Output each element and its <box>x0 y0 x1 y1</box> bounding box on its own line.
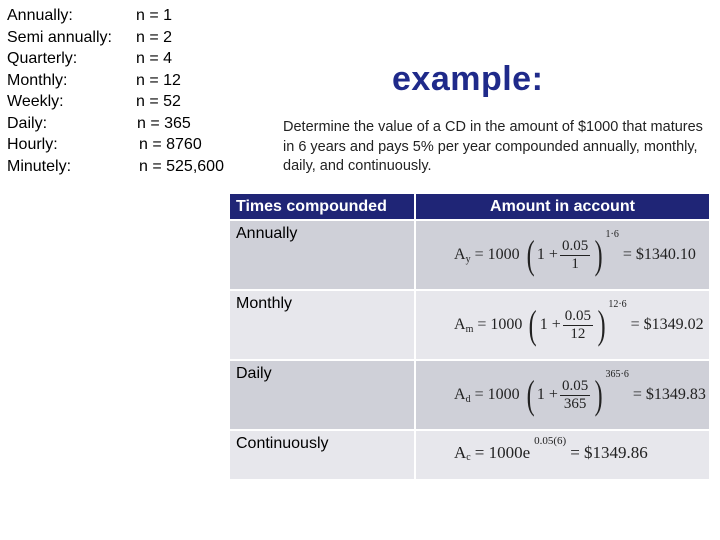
row-label-cell <box>230 431 414 479</box>
formula-fraction <box>560 378 590 413</box>
formula-amount-symbol: A <box>454 443 467 462</box>
formula-exponent: 12·6 <box>608 299 627 310</box>
frequency-label: Daily: <box>7 114 48 132</box>
frequency-value: n = 4 <box>136 50 173 67</box>
fraction-numerator: 0.05 <box>564 307 591 324</box>
right-paren: ) <box>594 232 603 277</box>
formula-exponent: 0.05(6) <box>534 435 567 447</box>
row-label-cell <box>230 291 414 359</box>
formula-base: = 1000e <box>474 443 531 462</box>
right-paren: ) <box>597 302 606 347</box>
formula-subscript: d <box>465 393 471 405</box>
frequency-value: n = 365 <box>137 114 191 132</box>
fraction-denominator: 1 <box>571 255 579 272</box>
formula <box>454 229 700 277</box>
formula-cell <box>416 221 709 289</box>
row-label: Continuously <box>236 435 329 452</box>
frequency-label: Annually: <box>7 7 73 24</box>
row-label-cell <box>230 361 414 429</box>
formula-amount-symbol: A <box>454 386 466 403</box>
frequency-value: n = 12 <box>136 71 181 89</box>
formula-principal: = 1000 <box>474 246 520 263</box>
frequency-label: Weekly: <box>7 93 64 110</box>
column-header-amount: Amount in account <box>416 194 709 219</box>
row-label: Daily <box>236 365 272 382</box>
frequency-label: Monthly: <box>7 71 68 89</box>
formula-cell <box>416 291 709 359</box>
left-paren: ( <box>529 302 538 347</box>
row-label: Monthly <box>236 295 293 312</box>
left-paren: ( <box>526 232 535 277</box>
formula-subscript: m <box>465 323 474 335</box>
frequency-value: n = 8760 <box>139 136 202 153</box>
formula-fraction <box>560 238 590 273</box>
fraction-numerator: 0.05 <box>561 237 589 254</box>
formula-subscript: y <box>465 253 471 265</box>
fraction-denominator: 365 <box>563 395 587 412</box>
table-row <box>230 291 709 359</box>
frequency-label: Quarterly: <box>7 50 78 67</box>
column-header-times-compounded: Times compounded <box>230 194 414 219</box>
frequency-value: n = 525,600 <box>139 157 224 175</box>
formula-one: 1 + <box>536 246 558 263</box>
formula <box>454 369 710 417</box>
formula-subscript: c <box>466 451 471 463</box>
fraction-denominator: 12 <box>570 325 586 342</box>
table-row <box>230 431 709 479</box>
frequency-value: n = 2 <box>136 28 173 46</box>
problem-statement: Determine the value of a CD in the amount of $1000 that matures in 6 years and pays 5% per year compounded annually, monthly, daily, and continuously. <box>283 119 703 174</box>
formula-fraction <box>563 308 593 343</box>
left-paren: ( <box>526 372 535 417</box>
frequency-value: n = 1 <box>136 7 173 24</box>
row-label-cell <box>230 221 414 289</box>
formula-result: = $1349.86 <box>570 443 648 462</box>
formula-cell <box>416 431 709 479</box>
frequency-label: Hourly: <box>7 136 58 153</box>
table-row <box>230 361 709 429</box>
formula-result: = $1349.83 <box>632 386 706 403</box>
formula-cell <box>416 361 709 429</box>
formula-result: = $1340.10 <box>622 246 696 263</box>
formula <box>454 299 708 347</box>
formula-one: 1 + <box>536 386 558 403</box>
right-paren: ) <box>594 372 603 417</box>
formula-result: = $1349.02 <box>630 316 704 333</box>
slide-title: example: <box>392 60 544 98</box>
frequency-label: Minutely: <box>7 157 72 175</box>
formula-exponent: 1·6 <box>605 229 619 240</box>
results-table <box>228 192 711 481</box>
table-header-row <box>230 194 709 219</box>
formula-principal: = 1000 <box>474 386 520 403</box>
table-row <box>230 221 709 289</box>
frequency-value: n = 52 <box>136 93 181 110</box>
row-label: Annually <box>236 225 298 242</box>
formula-amount-symbol: A <box>454 246 466 263</box>
formula-one: 1 + <box>539 316 561 333</box>
formula-amount-symbol: A <box>454 316 466 333</box>
fraction-numerator: 0.05 <box>561 377 589 394</box>
formula <box>454 435 652 463</box>
frequency-label: Semi annually: <box>7 28 112 46</box>
formula-principal: = 1000 <box>477 316 523 333</box>
formula-exponent: 365·6 <box>605 369 629 380</box>
